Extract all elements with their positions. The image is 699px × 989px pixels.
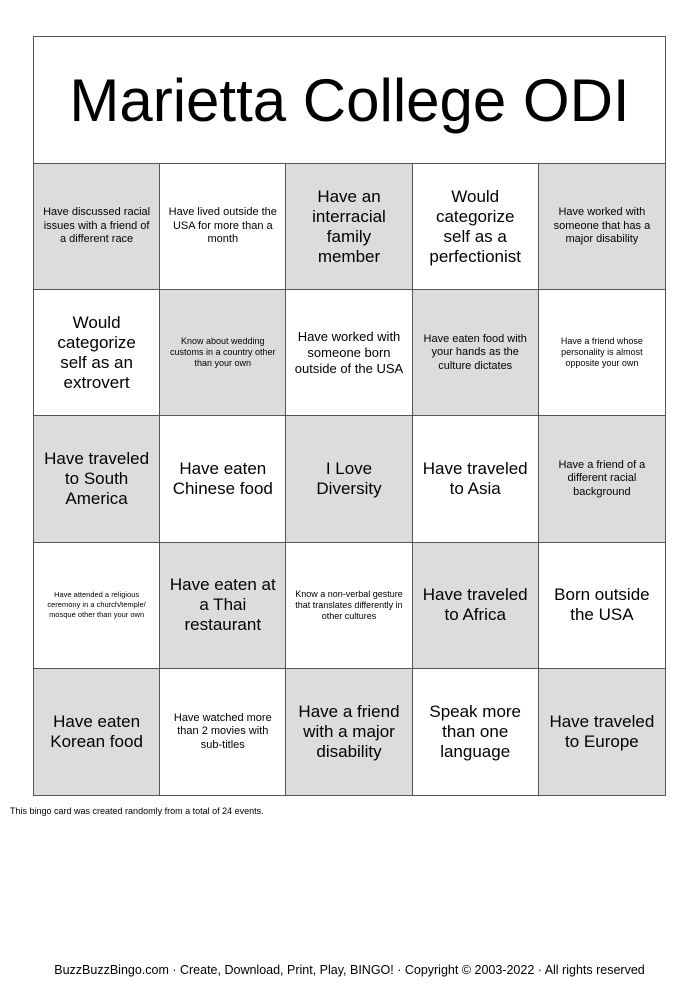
bingo-cell[interactable] [539, 290, 665, 416]
bingo-cell-text: Have lived outside the USA for more than a month [168, 206, 277, 246]
bingo-cell[interactable] [34, 290, 160, 416]
bingo-cell-text: Have traveled to Africa [422, 585, 528, 625]
bingo-cell-text: Would categorize self as a perfectionist [429, 186, 522, 266]
bingo-cell[interactable] [160, 416, 286, 542]
card-title: Marietta College ODI [34, 37, 665, 164]
bingo-cell-text: Have attended a religious ceremony in a church/temple/ mosque other than your own [47, 590, 146, 620]
bingo-cell[interactable] [539, 669, 665, 795]
bingo-cell-text: Have a friend whose personality is almost opposite your own [560, 336, 643, 369]
bingo-cell-text: Have eaten food with your hands as the culture dictates [423, 332, 527, 372]
bingo-cell[interactable] [413, 290, 539, 416]
bingo-cell[interactable] [286, 543, 412, 669]
bingo-cell-text: Have discussed racial issues with a friend of a different race [43, 206, 151, 246]
bingo-cell[interactable] [539, 543, 665, 669]
bingo-cell-text: Have a friend of a different racial background [558, 458, 646, 498]
bingo-cell[interactable] [286, 416, 412, 542]
bingo-cell-text: Have watched more than 2 movies with sub-titles [173, 711, 272, 751]
generation-note: This bingo card was created randomly from a total of 24 events. [10, 806, 264, 816]
bingo-cell[interactable] [286, 164, 412, 290]
bingo-card [33, 36, 666, 796]
bingo-cell-text: Have a friend with a major disability [298, 701, 400, 761]
bingo-cell-text: Have eaten Chinese food [172, 458, 273, 498]
bingo-cell[interactable] [286, 669, 412, 795]
bingo-cell-text: Have traveled to Europe [549, 711, 655, 751]
bingo-cell-text: Have an interracial family member [312, 186, 386, 266]
bingo-cell-text: Have eaten Korean food [50, 711, 143, 751]
footer-copyright: BuzzBuzzBingo.com · Create, Download, Print, Play, BINGO! · Copyright © 2003-2022 · All rights reserved [54, 963, 645, 977]
bingo-cell[interactable] [34, 164, 160, 290]
bingo-cell[interactable] [413, 416, 539, 542]
bingo-cell[interactable] [160, 669, 286, 795]
bingo-cell[interactable] [413, 669, 539, 795]
bingo-cell-text: Have traveled to South America [44, 448, 150, 508]
bingo-cell-text: Know a non-verbal gesture that translates differently in other cultures [295, 588, 403, 621]
bingo-cell-text: Speak more than one language [429, 701, 522, 761]
bingo-cell[interactable] [160, 543, 286, 669]
bingo-cell[interactable] [34, 416, 160, 542]
bingo-cell-text: Have traveled to Asia [422, 458, 528, 498]
bingo-cell-text: I Love Diversity [316, 458, 382, 498]
bingo-cell[interactable] [34, 669, 160, 795]
bingo-cell[interactable] [160, 164, 286, 290]
bingo-cell[interactable] [539, 416, 665, 542]
bingo-cell-text: Know about wedding customs in a country other than your own [170, 336, 276, 369]
bingo-cell[interactable] [34, 543, 160, 669]
bingo-cell[interactable] [286, 290, 412, 416]
bingo-cell-text: Have worked with someone that has a major disability [553, 206, 651, 246]
bingo-cell-text: Have eaten at a Thai restaurant [169, 575, 276, 635]
bingo-cell-text: Have worked with someone born outside of the USA [294, 328, 404, 376]
bingo-cell[interactable] [160, 290, 286, 416]
bingo-cell-text: Born outside the USA [554, 585, 650, 625]
bingo-cell[interactable] [413, 543, 539, 669]
bingo-cell[interactable] [413, 164, 539, 290]
bingo-cell-text: Would categorize self as an extrovert [57, 312, 136, 392]
bingo-grid [34, 164, 665, 795]
bingo-cell[interactable] [539, 164, 665, 290]
